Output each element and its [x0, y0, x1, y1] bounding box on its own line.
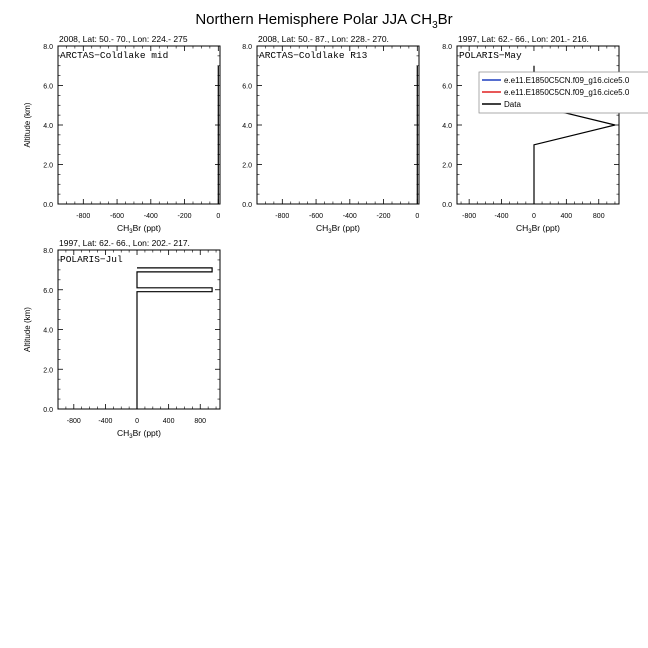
x-tick-label: 0 [531, 213, 536, 220]
plot-frame [257, 46, 419, 204]
y-tick-label: 6.0 [242, 83, 252, 91]
y-tick-label: 8.0 [442, 44, 452, 51]
plot-frame [58, 46, 220, 204]
x-tick-label: -400 [494, 213, 509, 220]
legend-label: Data [504, 100, 521, 109]
y-tick-label: 4.0 [442, 123, 452, 130]
panel-header: 2008, Lat: 50.- 87., Lon: 228.- 270. [258, 34, 389, 44]
legend [479, 72, 648, 113]
y-tick-label: 4.0 [242, 123, 252, 130]
panel-label: ARCTAS−Coldlake R13 [259, 50, 368, 61]
x-tick-label: 0 [216, 213, 221, 220]
x-tick-label: -400 [342, 213, 357, 220]
y-tick-label: 8.0 [43, 44, 53, 51]
x-axis-label: $CH_3Br$ (ppt) [516, 223, 560, 235]
x-tick-label: -800 [66, 418, 81, 425]
series-line [137, 268, 212, 409]
x-tick-label: -800 [462, 213, 477, 220]
y-tick-label: 6.0 [442, 83, 452, 91]
y-axis-label: Altitude (km) [23, 307, 32, 352]
x-tick-label: 0 [415, 213, 420, 220]
x-tick-label: -200 [376, 213, 391, 220]
y-tick-label: 0.0 [43, 202, 53, 209]
plot-frame [58, 250, 220, 409]
x-tick-label: 400 [560, 213, 573, 220]
x-tick-label: 800 [592, 213, 605, 220]
y-tick-label: 0.0 [442, 202, 452, 209]
x-tick-label: -600 [110, 213, 125, 220]
plot-frame [457, 46, 619, 204]
panel-header: 1997, Lat: 62.- 66., Lon: 201.- 216. [458, 34, 589, 44]
panel-header: 2008, Lat: 50.- 70., Lon: 224.- 275 [59, 34, 188, 44]
panel-label: POLARIS−May [459, 50, 522, 61]
y-tick-label: 6.0 [43, 83, 53, 91]
x-tick-label: 0 [135, 418, 139, 425]
x-tick-label: -800 [275, 213, 290, 220]
x-axis-label: $CH_3Br$ (ppt) [117, 428, 161, 440]
y-tick-label: 4.0 [43, 123, 53, 130]
y-tick-label: 2.0 [242, 162, 252, 170]
x-axis-label: $CH_3Br$ (ppt) [117, 223, 161, 235]
y-tick-label: 2.0 [442, 162, 452, 170]
x-tick-label: -600 [309, 213, 324, 220]
panel-header: 1997, Lat: 62.- 66., Lon: 202.- 217. [59, 238, 190, 248]
legend-label: e.e11.E1850C5CN.f09_g16.cice5.0 [504, 76, 630, 85]
y-tick-label: 8.0 [242, 44, 252, 51]
y-tick-label: 0.0 [43, 407, 53, 414]
y-tick-label: 6.0 [43, 287, 53, 295]
x-axis-label: $CH_3Br$ (ppt) [316, 223, 360, 235]
x-tick-label: -200 [177, 213, 192, 220]
y-tick-label: 2.0 [43, 162, 53, 170]
x-tick-label: -400 [98, 418, 113, 425]
y-tick-label: 2.0 [43, 367, 53, 375]
chart-panel-3 [442, 34, 648, 235]
y-tick-label: 0.0 [242, 202, 252, 209]
y-tick-label: 8.0 [43, 248, 53, 255]
figure-title: Northern Hemisphere Polar JJA $CH_3Br$ [195, 11, 453, 31]
panel-label: ARCTAS−Coldlake mid [60, 50, 169, 61]
panel-label: POLARIS−Jul [60, 254, 123, 265]
chart-panel-1 [23, 34, 220, 235]
chart-panel-2 [242, 34, 419, 235]
legend-label: e.e11.E1850C5CN.f09_g16.cice5.0 [504, 88, 630, 97]
y-tick-label: 4.0 [43, 327, 53, 335]
x-tick-label: 800 [194, 418, 207, 425]
y-axis-label: Altitude (km) [23, 102, 32, 148]
chart-panel-4 [23, 238, 220, 440]
x-tick-label: -400 [143, 213, 158, 220]
x-tick-label: 400 [162, 418, 175, 425]
x-tick-label: -800 [76, 213, 91, 220]
